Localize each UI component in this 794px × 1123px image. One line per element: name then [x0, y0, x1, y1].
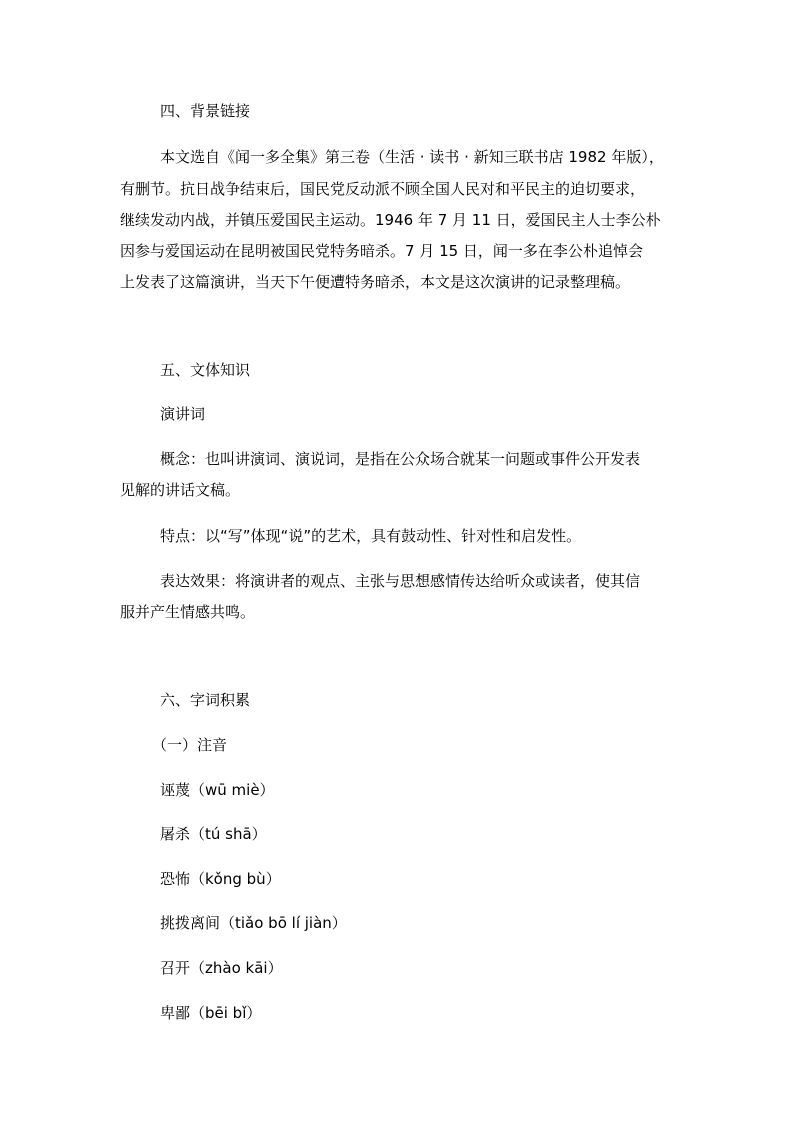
- pronunciation-subheading: （一）注音: [152, 736, 228, 754]
- section-heading-genre: 五、文体知识: [160, 361, 251, 379]
- feature-line: 特点：以“写”体现“说”的艺术，具有鼓动性、针对性和启发性。: [160, 527, 582, 545]
- vocab-item: 卑鄙（bēi bǐ）: [160, 1004, 262, 1022]
- vocab-item: 挑拨离间（tiǎo bō lí jiàn）: [160, 914, 347, 932]
- effect-line: 表达效果：将演讲者的观点、主张与思想感情传达给听众或读者，使其信: [160, 572, 641, 590]
- concept-line: 概念：也叫讲演词、演说词，是指在公众场合就某一问题或事件公开发表: [160, 450, 641, 468]
- paragraph-line: 继续发动内战，并镇压爱国民主运动。1946 年 7 月 11 日，爱国民主人士李公朴: [120, 211, 661, 229]
- section-heading-background: 四、背景链接: [160, 102, 251, 120]
- vocab-item: 召开（zhào kāi）: [160, 959, 283, 977]
- vocab-item: 诬蔑（wū miè）: [160, 781, 275, 799]
- vocab-item: 恐怖（kǒng bù）: [160, 870, 281, 888]
- effect-line: 服并产生情感共鸣。: [120, 603, 256, 621]
- genre-subheading: 演讲词: [160, 405, 206, 423]
- concept-line: 见解的讲话文稿。: [120, 481, 241, 499]
- paragraph-line: 因参与爱国运动在昆明被国民党特务暗杀。7 月 15 日，闻一多在李公朴追悼会: [120, 242, 643, 260]
- section-heading-vocabulary: 六、字词积累: [160, 691, 251, 709]
- paragraph-line: 本文选自《闻一多全集》第三卷（生活 · 读书 · 新知三联书店 1982 年版），: [160, 148, 664, 166]
- vocab-item: 屠杀（tú shā）: [160, 825, 267, 843]
- paragraph-line: 上发表了这篇演讲，当天下午便遭特务暗杀，本文是这次演讲的记录整理稿。: [120, 273, 631, 291]
- paragraph-line: 有删节。抗日战争结束后，国民党反动派不顾全国人民对和平民主的迫切要求，: [120, 180, 646, 198]
